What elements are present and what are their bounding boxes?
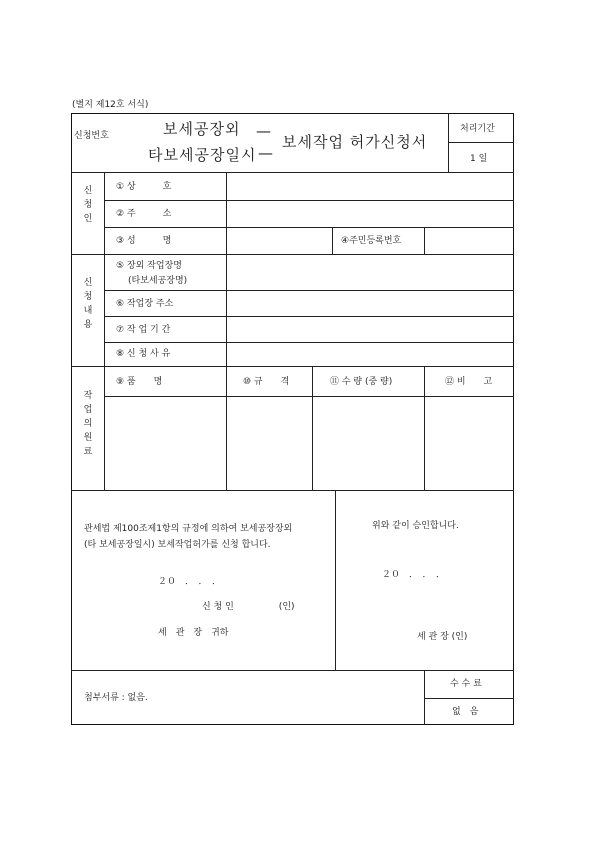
- divider: [71, 254, 514, 255]
- declaration-text-line1: 관세법 제100조제1항의 규정에 의하여 보세공장장외: [84, 524, 293, 534]
- site-address-label: ⑥ 작업장 주소: [116, 299, 174, 309]
- form-title-main: 보세작업 허가신청서: [282, 133, 428, 151]
- divider: [226, 366, 227, 490]
- approval-text: 위와 같이 승인합니다.: [372, 521, 459, 531]
- resident-number-field[interactable]: [426, 229, 512, 252]
- request-content-section-label: 신청내용: [83, 278, 93, 330]
- divider: [226, 172, 227, 366]
- processing-period-label: 처리기간: [460, 124, 495, 134]
- form-number-label: (별지 제12호 서식): [72, 100, 149, 110]
- customs-signature: 세 관 장 (인): [417, 632, 468, 642]
- title-dash-2: —: [258, 144, 274, 162]
- item-name-header: ⑨ 품 명: [116, 377, 163, 387]
- form-title-line1: 보세공장외: [163, 120, 241, 138]
- divider: [424, 366, 425, 490]
- title-dash-1: —: [256, 122, 272, 140]
- quantity-field[interactable]: [314, 398, 422, 488]
- resident-number-label: ④주민등록번호: [341, 236, 402, 246]
- processing-period-value: 1 일: [470, 154, 488, 164]
- specification-header: ⑩ 규 격: [243, 377, 290, 387]
- divider: [71, 366, 514, 367]
- attachments-label: 첨부서류 : 없음.: [84, 693, 148, 703]
- application-date: ２０ ． ． ．: [158, 577, 222, 587]
- divider: [424, 698, 514, 699]
- divider: [104, 342, 514, 343]
- divider: [448, 113, 449, 172]
- company-name-label: ① 상 호: [116, 182, 172, 192]
- application-reason-field[interactable]: [228, 344, 512, 364]
- fee-label: 수 수 료: [450, 679, 482, 689]
- fee-value: 없 음: [452, 707, 479, 717]
- form-title-line2: 타보세공장일시: [148, 146, 257, 164]
- divider: [104, 227, 514, 228]
- divider: [448, 142, 514, 143]
- site-name-field[interactable]: [228, 256, 512, 288]
- approval-date: ２０ ． ． ．: [382, 570, 446, 580]
- work-period-field[interactable]: [228, 318, 512, 340]
- site-address-field[interactable]: [228, 292, 512, 314]
- representative-name-field[interactable]: [228, 229, 330, 252]
- quantity-header: ⑪ 수 량 (중 량): [330, 377, 393, 387]
- divider: [104, 396, 514, 397]
- divider: [104, 200, 514, 201]
- specification-field[interactable]: [228, 398, 310, 488]
- work-period-label: ⑦ 작 업 기 간: [116, 325, 171, 335]
- divider: [335, 490, 336, 670]
- divider: [424, 670, 425, 725]
- declaration-text-line2: (타 보세공장일시) 보세작업허가를 신청 합니다.: [84, 540, 271, 550]
- divider: [104, 290, 514, 291]
- divider: [104, 316, 514, 317]
- application-reason-label: ⑧ 신 청 사 유: [116, 349, 171, 359]
- applicant-section-label: 신청인: [83, 186, 93, 224]
- other-factory-name-label: (타보세공장명): [128, 276, 188, 286]
- divider: [71, 172, 514, 173]
- divider: [332, 227, 333, 254]
- divider: [312, 366, 313, 490]
- address-field[interactable]: [228, 202, 512, 225]
- divider: [424, 227, 425, 254]
- applicant-signature: 신 청 인 (인): [202, 602, 295, 612]
- materials-section-label: 작업의원료: [83, 391, 93, 457]
- site-name-label: ⑤ 장외 작업장명: [116, 261, 182, 271]
- address-label: ② 주 소: [116, 209, 172, 219]
- remarks-header: ⑫ 비 고: [445, 377, 493, 387]
- addressee: 세 관 장 귀하: [158, 628, 229, 638]
- divider: [104, 172, 105, 490]
- remarks-field[interactable]: [426, 398, 512, 488]
- item-name-field[interactable]: [106, 398, 224, 488]
- divider: [71, 670, 514, 671]
- divider: [71, 490, 514, 491]
- application-number-label: 신청번호: [74, 131, 109, 141]
- representative-name-label: ③ 성 명: [116, 236, 172, 246]
- company-name-field[interactable]: [228, 174, 512, 198]
